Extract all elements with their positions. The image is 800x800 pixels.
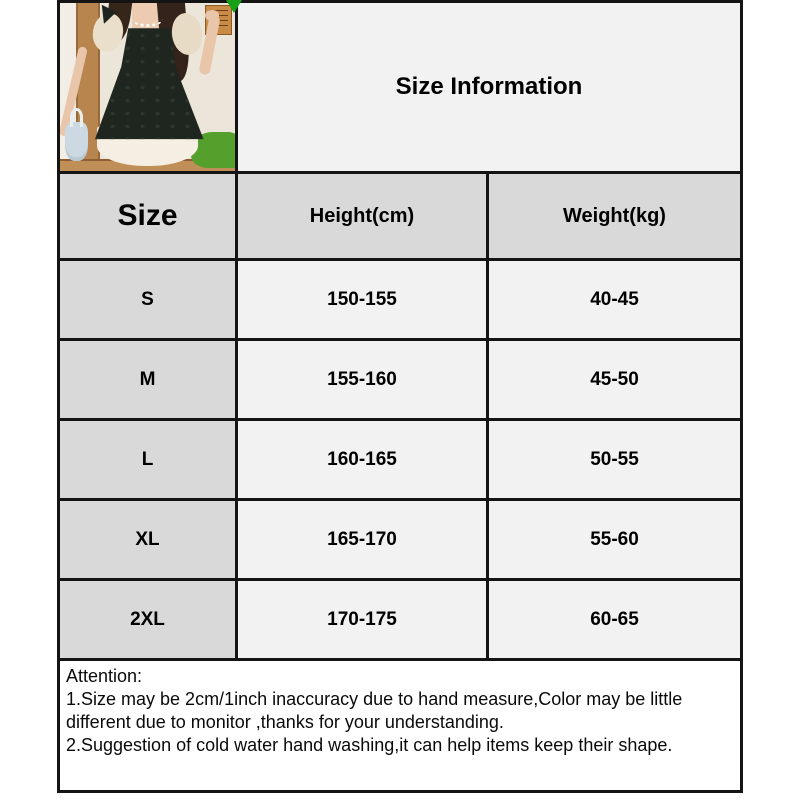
photo-pearl-necklace [132,10,164,27]
row-s-height-value: 150-155 [238,261,486,338]
row-2xl-weight-value: 60-65 [489,581,740,658]
photo-arm-right [198,14,220,75]
column-header-height: Height(cm) [238,174,486,258]
row-2xl-height-value: 170-175 [238,581,486,658]
row-m-weight-value: 45-50 [489,341,740,418]
photo-handbag-handle [70,108,84,127]
attention-heading: Attention: [66,666,143,686]
attention-line-1: 1.Size may be 2cm/1inch inaccuracy due to hand measure,Color may be little [66,689,683,709]
attention-box [57,658,743,793]
column-header-weight: Weight(kg) [489,174,740,258]
attention-line-2: different due to monitor ,thanks for your understanding. [66,712,504,732]
row-l-weight-value: 50-55 [489,421,740,498]
green-corner-marker [226,0,242,13]
product-photo-cell [60,3,235,171]
size-table [57,0,743,661]
row-m-height-value: 155-160 [238,341,486,418]
row-m-size-label: M [60,341,235,418]
row-2xl-size-label: 2XL [60,581,235,658]
row-l-height-value: 160-165 [238,421,486,498]
row-s-weight-value: 40-45 [489,261,740,338]
attention-line-3: 2.Suggestion of cold water hand washing,it can help items keep their shape. [66,735,673,755]
photo-blue-handbag [65,122,88,161]
row-xl-height-value: 165-170 [238,501,486,578]
row-xl-size-label: XL [60,501,235,578]
row-xl-weight-value: 55-60 [489,501,740,578]
row-l-size-label: L [60,421,235,498]
size-information-title: Size Information [238,3,740,171]
column-header-size: Size [60,174,235,258]
row-s-size-label: S [60,261,235,338]
product-photo [60,3,235,171]
